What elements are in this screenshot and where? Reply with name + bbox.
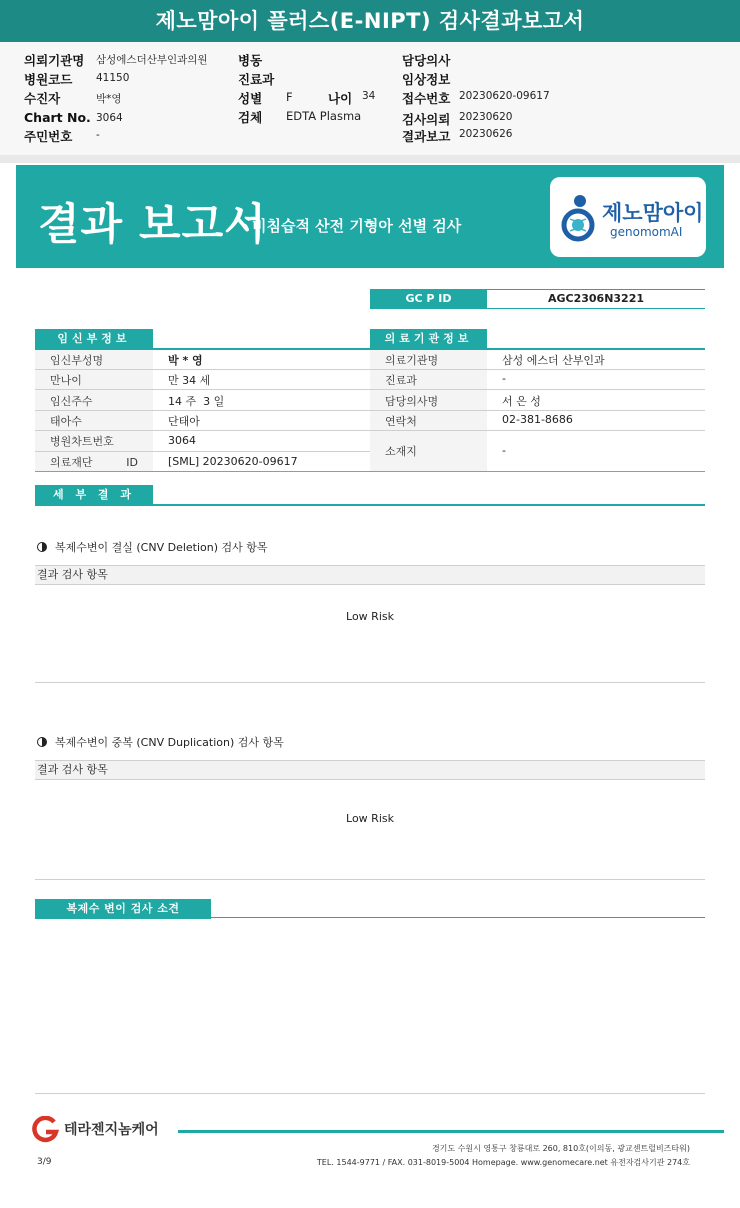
report-banner	[16, 165, 724, 268]
divider-band	[0, 155, 740, 163]
institution-value-contact: 02-381-8686	[502, 413, 573, 426]
info-ward: 병동	[238, 53, 263, 68]
pregnant-value-fetus: 단태아	[168, 415, 200, 428]
cnv-opinion-line	[35, 917, 705, 918]
info-hospital-code: 병원코드 41150	[24, 72, 130, 87]
info-chart-no: Chart No. 3064	[24, 110, 123, 125]
pregnant-label-weeks: 임신주수	[50, 395, 93, 408]
half-circle-icon	[37, 737, 47, 747]
banner-subtitle: 비침습적 산전 기형아 선별 검사	[252, 217, 462, 235]
half-circle-icon	[37, 542, 47, 552]
gcpid-label: GC P ID	[370, 289, 487, 309]
info-receipt-no: 접수번호 20230620-09617	[402, 90, 550, 106]
pregnant-value-chart: 3064	[168, 434, 196, 447]
footer-contact: TEL. 1544-9771 / FAX. 031-8019-5004 Homepage. www.genomecare.net 유전자검사기관 274호	[316, 1158, 690, 1167]
info-report-date: 결과보고 20230626	[402, 128, 513, 144]
cnv-opinion-header: 복제수 변이 검사 소견	[35, 899, 211, 919]
cnv-deletion-item-bar: 결과 검사 항목	[35, 565, 705, 585]
institution-info-header: 의료기관정보	[370, 329, 487, 349]
info-patient: 수진자 박*영	[24, 91, 122, 106]
institution-value-doctor: 서 은 성	[502, 395, 541, 408]
pregnant-label-fetus: 태아수	[50, 415, 82, 428]
terragen-logo	[30, 1116, 159, 1148]
cnv-duplication-item-bar: 결과 검사 항목	[35, 760, 705, 780]
institution-label-contact: 연락처	[385, 415, 417, 428]
patient-info-header	[0, 42, 740, 160]
info-doctor: 담당의사	[402, 53, 451, 68]
footer-address: 경기도 수원시 영통구 창룡대로 260, 810호(이의동, 광교센트럴비즈타워)	[431, 1144, 690, 1153]
info-institution-name: 의뢰기관명 삼성에스더산부인과의원	[24, 53, 208, 68]
pregnant-value-age: 만 34 세	[168, 374, 211, 387]
cnv-duplication-result: Low Risk	[346, 812, 394, 825]
info-department: 진료과	[238, 72, 275, 87]
cnv-deletion-title: 복제수변이 결실 (CNV Deletion) 검사 항목	[37, 539, 268, 555]
genomom-logo	[550, 177, 706, 257]
detail-results-line	[35, 504, 705, 506]
genomom-logo-icon	[560, 193, 600, 243]
institution-label-dept: 진료과	[385, 374, 417, 387]
institution-label-doctor: 담당의사명	[385, 395, 439, 408]
cnv-duplication-title: 복제수변이 중복 (CNV Duplication) 검사 항목	[37, 734, 284, 750]
institution-label-address: 소재지	[385, 445, 417, 458]
pregnant-label-foundation-id: 의료재단 ID	[50, 456, 138, 469]
pregnant-label-age: 만나이	[50, 374, 82, 387]
institution-label-name: 의료기관명	[385, 354, 439, 367]
page-number: 3/9	[37, 1157, 52, 1167]
footer-line	[178, 1130, 724, 1133]
terragen-logo-text: 테라젠지놈케어	[64, 1122, 159, 1138]
banner-title: 결과 보고서	[38, 200, 267, 250]
pregnant-label-name: 임신부성명	[50, 354, 104, 367]
pregnant-value-name: 박 * 영	[168, 354, 203, 367]
terragen-logo-icon	[30, 1116, 60, 1144]
report-title: 제노맘아이 플러스(E-NIPT) 검사결과보고서	[0, 0, 740, 42]
detail-results-header: 세 부 결 과	[35, 485, 153, 505]
info-clinical: 임상정보	[402, 72, 451, 87]
gcpid-value: AGC2306N3221	[487, 289, 705, 309]
logo-text-en: genomomAI	[610, 225, 683, 239]
institution-value-name: 삼성 에스더 산부인과	[502, 354, 605, 367]
info-sex: 성별 F	[238, 90, 293, 106]
pregnant-label-chart: 병원차트번호	[50, 435, 114, 448]
logo-text-kr: 제노맘아이	[602, 201, 704, 225]
info-specimen: 검체 EDTA Plasma	[238, 109, 362, 125]
info-age: 나이 34	[328, 90, 376, 106]
pregnant-value-weeks: 14 주 3 일	[168, 395, 225, 408]
info-request-date: 검사의뢰 20230620	[402, 111, 513, 127]
cnv-deletion-result: Low Risk	[346, 610, 394, 623]
pregnant-info-header: 임신부정보	[35, 329, 153, 349]
institution-value-address: -	[502, 444, 506, 457]
pregnant-value-foundation-id: [SML] 20230620-09617	[168, 455, 298, 468]
institution-value-dept: -	[502, 372, 506, 385]
info-resident-no: 주민번호 -	[24, 129, 100, 144]
